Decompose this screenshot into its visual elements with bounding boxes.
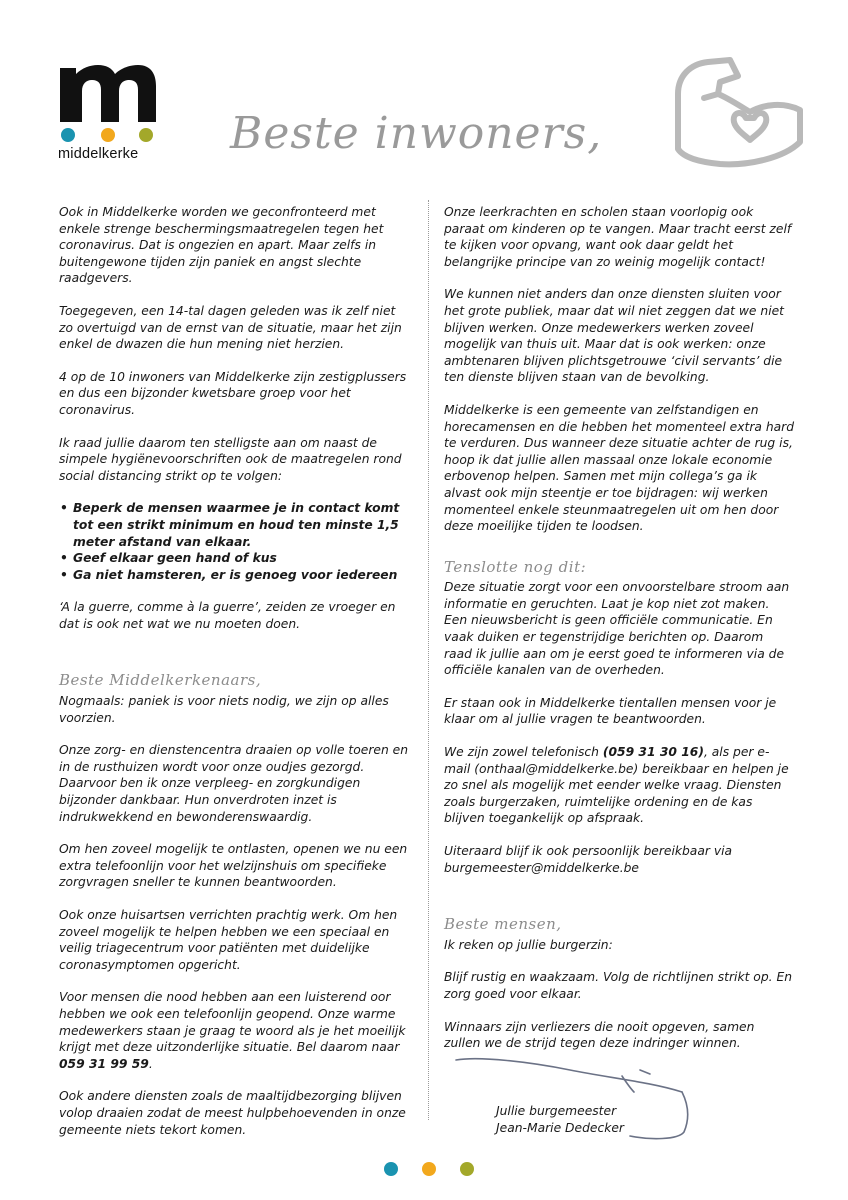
logo-wordmark: middelkerke [58,146,139,162]
contact-prefix: We zijn zowel telefonisch [444,745,603,760]
admission-paragraph: Toegegeven, een 14-tal dagen geleden was ik zelf niet zo overtuigd van de ernst van de situatie, maar het zijn enkel de dwazen die hun mening niet herzien. [59,303,402,352]
senior-paragraph: 4 op de 10 inwoners van Middelkerke zijn zestigplussers en dus een bijzonder kwetsbare groep voor het coronavirus. [59,369,407,417]
intro-paragraph: Ook in Middelkerke worden we geconfronteerd met enkele strenge beschermingsmaatregelen tegen het coronavirus. Dat is ongezien en apart. Maar zelfs in buitengewone tijden zijn paniek en angst slechte raadgevers. [59,205,384,286]
section-paragraph: Ik reken op jullie burgerzin: [444,937,613,952]
section-paragraph: Om hen zoveel mogelijk te ontlasten, openen we nu een extra telefoonlijn voor het welzijnshuis om specifieke zorgvragen sneller te kunnen beantwoorden. [59,842,408,890]
footer-dot-blue [384,1162,398,1176]
schools-paragraph: Onze leerkrachten en scholen staan voorlopig ook paraat om kinderen op te vangen. Maar tracht eerst zelf te kijken voor opvang, want ook daar geldt het belangrijke principe van zo weinig mogelijk contact! [444,205,792,269]
flexed-arm-heart-icon [668,54,808,178]
services-paragraph: Ook andere diensten zoals de maaltijdbezorging blijven volop draaien zodat de meest hulpbehoevenden in onze gemeente niets tekort komen. [59,1089,406,1137]
measures-list [59,500,411,583]
right-column [444,204,794,1068]
section-heading: Beste Middelkerkenaars, [59,671,262,690]
page-title: Beste inwoners, [230,108,603,159]
section-paragraph: Onze zorg- en dienstencentra draaien op volle toeren en in de rusthuizen wordt voor onze oudjes gezorgd. Daarvoor ben ik onze verpleeg- en zorgkundigen bijzonder dankbaar. Hun onverdroten inzet is indrukwekkend en bewonderenswaardig. [59,743,409,824]
phone-suffix: . [148,1056,153,1071]
contact-suffix: , als per e-mail (onthaal@middelkerke.be) bereikbaar en helpen je zo snel als mogelijk met eender welke vraag. Diensten zoals burgerzaken, ruimtelijke ordening en de kas blijven toegankelijk op afspraak. [444,745,789,826]
list-item: • Ga niet hamsteren, er is genoeg voor iedereen [73,567,411,584]
section-paragraph: Blijf rustig en waakzaam. Volg de richtlijnen strikt op. En zorg goed voor elkaar. [444,970,793,1001]
phone-paragraph [59,989,411,1072]
signer-title: Jullie burgemeester [496,1104,617,1118]
section-heading: Tenslotte nog dit: [444,557,587,576]
footer-dots [384,1162,484,1178]
quote-paragraph: ‘A la guerre, comme à la guerre’, zeiden ze vroeger en dat is ook net wat we nu moeten doen. [59,600,396,631]
phone-number: 059 31 99 59 [59,1056,149,1071]
section-paragraph: Deze situatie zorgt voor een onvoorstelbare stroom aan informatie en geruchten. Laat je kop niet zot maken. Een nieuwsbericht is geen officiële communicatie. En vaak duiken er tegenstrijdige berichten op. Daarom raad ik jullie aan om je eerst goed te informeren via de officiële kanalen van de overheden. [444,580,790,678]
list-item: • Geef elkaar geen hand of kus [73,550,411,567]
column-divider [428,200,429,1120]
section-paragraph: Er staan ook in Middelkerke tientallen mensen voor je klaar om al jullie vragen te beantwoorden. [444,695,777,727]
footer-dot-orange [422,1162,436,1176]
section-paragraph: Nogmaals: paniek is voor niets nodig, we zijn op alles voorzien. [59,694,389,725]
section-heading: Beste mensen, [444,915,562,934]
left-column [59,204,411,1154]
section-paragraph: Winnaars zijn verliezers die nooit opgeven, samen zullen we de strijd tegen deze indringer winnen. [444,1019,755,1051]
contact-paragraph [444,744,794,827]
signer-name: Jean-Marie Dedecker [496,1120,624,1135]
local-economy-paragraph: Middelkerke is een gemeente van zelfstandigen en horecamensen en die hebben het momenteel extra hard te verduren. Dus wanneer deze situatie achter de rug is, hoop ik dat jullie allen massaal onze lokale economie erbovenop helpen. Samen met mijn collega’s ga ik alvast ook mijn steentje er toe bijdragen: wij werken momenteel enkele steunmaatregelen uit om hen door deze moeilijke tijden te loodsen. [444,402,795,534]
section-paragraph: Ook onze huisartsen verrichten prachtig werk. Om hen zoveel mogelijk te helpen hebben we een speciaal en veilig triagecentrum voor patiënten met duidelijke coronasymptomen opgericht. [59,908,398,972]
phone-paragraph-text: Voor mensen die nood hebben aan een luisterend oor hebben we ook een telefoonlijn geopend. Onze warme medewerkers staan je graag te woord als je het moeilijk krijgt met deze uitzonderlijke situatie. Bel daarom naar [59,990,406,1055]
footer-dot-green [460,1162,474,1176]
contact-phone: (059 31 30 16) [602,745,704,760]
services-closed-paragraph: We kunnen niet anders dan onze diensten sluiten voor het grote publiek, maar dat wil niet zeggen dat we niet blijven werken. Onze medewerkers werken zoveel mogelijk van thuis uit. Maar dat is ook werken: onze ambtenaren blijven plichtsgetrouwe ‘civil servants’ die ten dienste blijven staan van de bevolking. [444,287,785,385]
list-item: • Beperk de mensen waarmee je in contact komt tot een strikt minimum en houd ten minste 1,5 meter afstand van elkaar. [73,500,411,550]
logo-dots [60,128,156,144]
personal-contact-paragraph: Uiteraard blijf ik ook persoonlijk bereikbaar via burgemeester@middelkerke.be [444,844,733,875]
advice-paragraph: Ik raad jullie daarom ten stelligste aan om naast de simpele hygiënevoorschriften ook de maatregelen rond social distancing strikt op te volgen: [59,435,402,483]
signature-block [496,1103,624,1136]
